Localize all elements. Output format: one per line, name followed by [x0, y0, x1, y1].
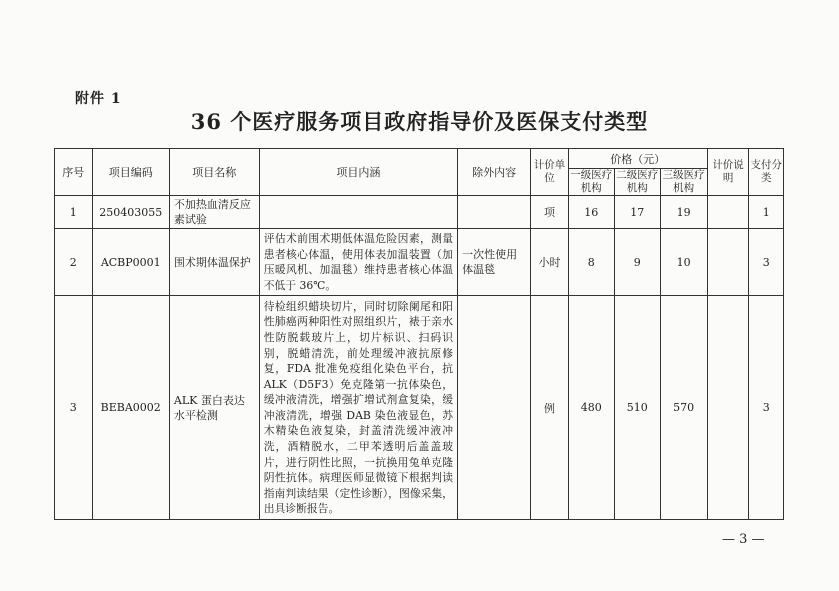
cell-level3: 570: [660, 296, 707, 520]
header-price-group: 价格（元）: [568, 149, 707, 169]
header-level3: 三级医疗机构: [660, 169, 707, 196]
table-header-row: [55, 149, 784, 169]
table-row: [55, 229, 784, 296]
cell-content: 待检组织蜡块切片，同时切除阑尾和阳性肺癌两种阳性对照组织片，裱于亲水性防脱载玻片上，切片标识、扫码识别，脱蜡清洗，前处理缓冲液抗原修复，FDA 批准免疫组化染色平台，抗 ALK（D5F3）免克隆第一抗体染色，缓冲液清洗，增强扩增试剂盒复染，缓冲液清洗，增强 DAB 染色液显色，苏木精染色液复染，封盖清洗缓冲液冲洗，酒精脱水，二甲苯透明后盖盖玻片，进行阴性比照，一抗换用兔单克隆阴性抗体。病理医师显微镜下根据判读指南判读结果（定性诊断），图像采集，出具诊断报告。: [259, 296, 457, 520]
cell-unit: 小时: [531, 229, 569, 296]
cell-level1: 8: [568, 229, 614, 296]
cell-code: BEBA0002: [92, 296, 169, 520]
cell-content: [259, 196, 457, 229]
document-title: 36 个医疗服务项目政府指导价及医保支付类型: [190, 109, 649, 134]
cell-code: ACBP0001: [92, 229, 169, 296]
header-payment: 支付分类: [749, 149, 784, 196]
cell-level2: 510: [614, 296, 660, 520]
header-seq: 序号: [55, 149, 93, 196]
cell-note: [707, 196, 749, 229]
page-number: — 3 —: [722, 532, 765, 547]
cell-payment: 3: [749, 229, 784, 296]
cell-name: 不加热血清反应素试验: [169, 196, 259, 229]
cell-name: ALK 蛋白表达水平检测: [169, 296, 259, 520]
header-content: 项目内涵: [259, 149, 457, 196]
header-unit: 计价单位: [531, 149, 569, 196]
cell-level3: 19: [660, 196, 707, 229]
cell-excluded: [458, 296, 531, 520]
cell-unit: 项: [531, 196, 569, 229]
cell-level2: 17: [614, 196, 660, 229]
cell-name: 围术期体温保护: [169, 229, 259, 296]
cell-code: 250403055: [92, 196, 169, 229]
cell-content: 评估术前围术期低体温危险因素，测量患者核心体温，使用体表加温装置（加压暖风机、加温毯）维持患者核心体温不低于 36℃。: [259, 229, 457, 296]
cell-seq: 1: [55, 196, 93, 229]
attachment-label: 附件 1: [75, 91, 122, 107]
table-row: [55, 196, 784, 229]
cell-level1: 16: [568, 196, 614, 229]
table-row: [55, 296, 784, 520]
cell-seq: 3: [55, 296, 93, 520]
price-table: [54, 148, 784, 520]
cell-excluded: [458, 196, 531, 229]
cell-unit: 例: [531, 296, 569, 520]
cell-note: [707, 229, 749, 296]
cell-level1: 480: [568, 296, 614, 520]
header-name: 项目名称: [169, 149, 259, 196]
cell-level2: 9: [614, 229, 660, 296]
cell-note: [707, 296, 749, 520]
header-excluded: 除外内容: [458, 149, 531, 196]
header-code: 项目编码: [92, 149, 169, 196]
cell-excluded: 一次性使用体温毯: [458, 229, 531, 296]
cell-payment: 1: [749, 196, 784, 229]
header-note: 计价说明: [707, 149, 749, 196]
header-level1: 一级医疗机构: [570, 169, 613, 194]
cell-seq: 2: [55, 229, 93, 296]
header-level2: 二级医疗机构: [616, 169, 659, 194]
cell-payment: 3: [749, 296, 784, 520]
cell-level3: 10: [660, 229, 707, 296]
